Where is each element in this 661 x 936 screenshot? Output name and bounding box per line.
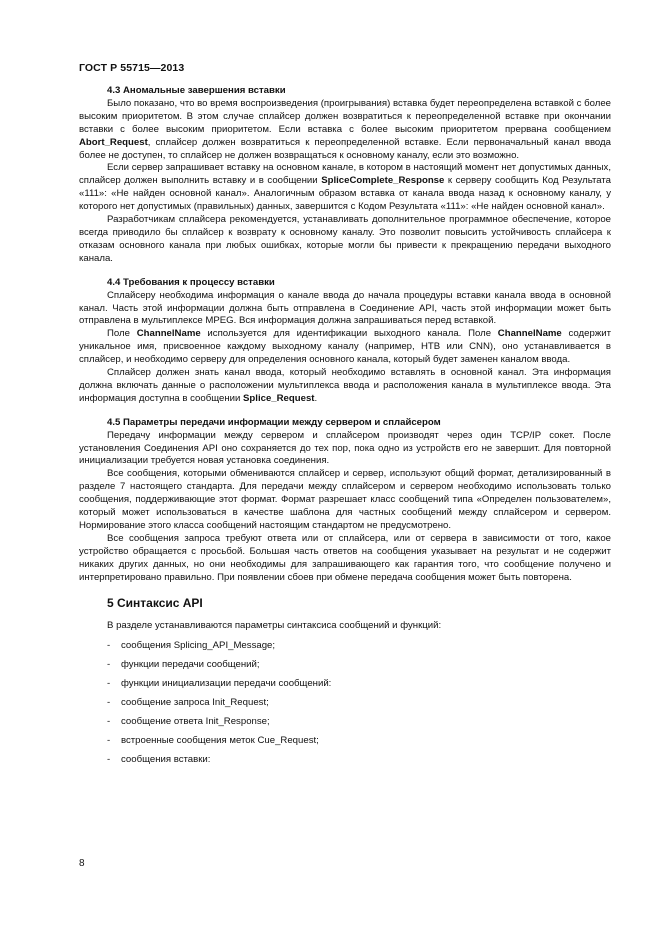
list-item: - сообщение ответа Init_Response; bbox=[107, 715, 270, 727]
dash-bullet: - bbox=[107, 753, 111, 765]
section-4-5-paragraph-2: Все сообщения, которыми обмениваются сплайсер и сервер, используют общий формат, детализированный в разделе 7 настоящего стандарта. Для передачи между сплайсером и сервером необходимо использовать только сообщения, поддерживающие этот формат. Формат разрешает класс сообщений типа «Определен пользователем», который может использоваться в качестве шаблона для частных сообщений между сплайсером и сервером. Нормирование этого класса сообщений настоящим стандартом не предусмотрено. bbox=[79, 468, 611, 531]
list-item: - сообщения Splicing_API_Message; bbox=[107, 640, 276, 652]
dash-bullet: - bbox=[107, 640, 111, 652]
section-4-3-paragraph-2: Если сервер запрашивает вставку на основном канале, в котором в настоящий момент нет допустимых данных, сплайсер должен выполнить вставку и в сообщении SpliceComplete_Response к серверу сообщить Код Результата «111»: «Не найден основной канал». Аналогичным образом вставка от канала ввода назад к основному каналу, у которого нет допустимых (правильных) данных, завершится с Кодом Результата «111»: «Не найден основной канал». bbox=[79, 162, 611, 213]
section-4-5-heading: 4.5 Параметры передачи информации между сервером и сплайсером bbox=[107, 416, 441, 428]
section-4-4-paragraph-3: Сплайсер должен знать канал ввода, который необходимо вставлять в основной канал. Эта информация должна включать данные о расположении мультиплекса ввода и расположения канала в мультиплексе ввода. Эта информация доступна в сообщении Splice_Request. bbox=[79, 367, 611, 404]
section-4-5-paragraph-3: Все сообщения запроса требуют ответа или от сплайсера, или от сервера в зависимости от того, какое устройство обращается с просьбой. Большая часть ответов на сообщения указывает на результат и не содержит никаких других данных, но они необходимы для запрашивающего как гарантия того, что сообщение получено и интерпретировано правильно. При появлении сбоев при обмене передача сообщения может быть повторена. bbox=[79, 532, 611, 583]
list-item: - сообщения вставки: bbox=[107, 753, 211, 765]
list-item: - функции передачи сообщений; bbox=[107, 659, 260, 671]
section-4-4-heading: 4.4 Требования к процессу вставки bbox=[107, 276, 275, 288]
section-4-4-paragraph-1: Сплайсеру необходима информация о канале ввода до начала процедуры вставки канала ввода в основной канал. Часть этой информации должна быть отправлена в Соединение API, часть этой информации может быть отправлена в мультиплексе MPEG. Вся информация должна запрашиваться перед вставкой. bbox=[79, 289, 611, 327]
dash-bullet: - bbox=[107, 678, 111, 690]
page-body bbox=[79, 85, 611, 773]
syntax-list bbox=[107, 640, 611, 766]
section-4-3-paragraph-1: Было показано, что во время воспроизведения (проигрывания) вставка будет переопределена вставкой с более высоким приоритетом. В этом случае сплайсер должен возвратиться к переопределенной вставке при окончании вставки с более высоким приоритетом. Если вставка с более высоким приоритетом прервана сообщением Abort_Request, сплайсер должен возвратиться к переопределенной вставке. Если первоначальный канал ввода более не доступен, то сплайсер не должен возвращаться к основному каналу, если это возможно. bbox=[79, 97, 611, 161]
dash-bullet: - bbox=[107, 659, 111, 671]
list-item: - встроенные сообщения меток Cue_Request; bbox=[107, 734, 319, 746]
list-item: - функции инициализации передачи сообщений: bbox=[107, 678, 332, 690]
section-5-heading: 5 Синтаксис API bbox=[107, 595, 203, 610]
section-4-5-paragraph-1: Передачу информации между сервером и сплайсером производят через один TCP/IP сокет. После установления Соединения API оно сохраняется до тех пор, пока одно из устройств его не завершит. Для повторной инициализации требуется новая установка соединения. bbox=[79, 429, 611, 467]
page-number: 8 bbox=[79, 858, 85, 869]
section-4-4-paragraph-2: Поле ChannelName используется для идентификации выходного канала. Поле ChannelName содержит уникальное имя, присвоенное каждому выходному каналу (например, HTB или CNN), оно устанавливается в сплайсер, и необходимо серверу для определения основного канала, который будет заменен каналом ввода. bbox=[79, 328, 611, 366]
dash-bullet: - bbox=[107, 734, 111, 746]
running-header: ГОСТ Р 55715—2013 bbox=[79, 62, 185, 74]
section-4-3-paragraph-3: Разработчикам сплайсера рекомендуется, устанавливать дополнительное программное обеспечение, которое всегда приводило бы сплайсер к возврату к основному каналу. Это позволит повысить устойчивость сплайсера к отказам основного канала при любых ошибках, которые могли бы привести к прекращению передачи выходного канала. bbox=[79, 214, 611, 264]
dash-bullet: - bbox=[107, 715, 111, 727]
section-4-3-heading: 4.3 Аномальные завершения вставки bbox=[107, 85, 286, 96]
dash-bullet: - bbox=[107, 697, 111, 709]
section-5-intro: В разделе устанавливаются параметры синтаксиса сообщений и функций: bbox=[107, 620, 442, 632]
list-item: - сообщение запроса Init_Request; bbox=[107, 697, 269, 709]
